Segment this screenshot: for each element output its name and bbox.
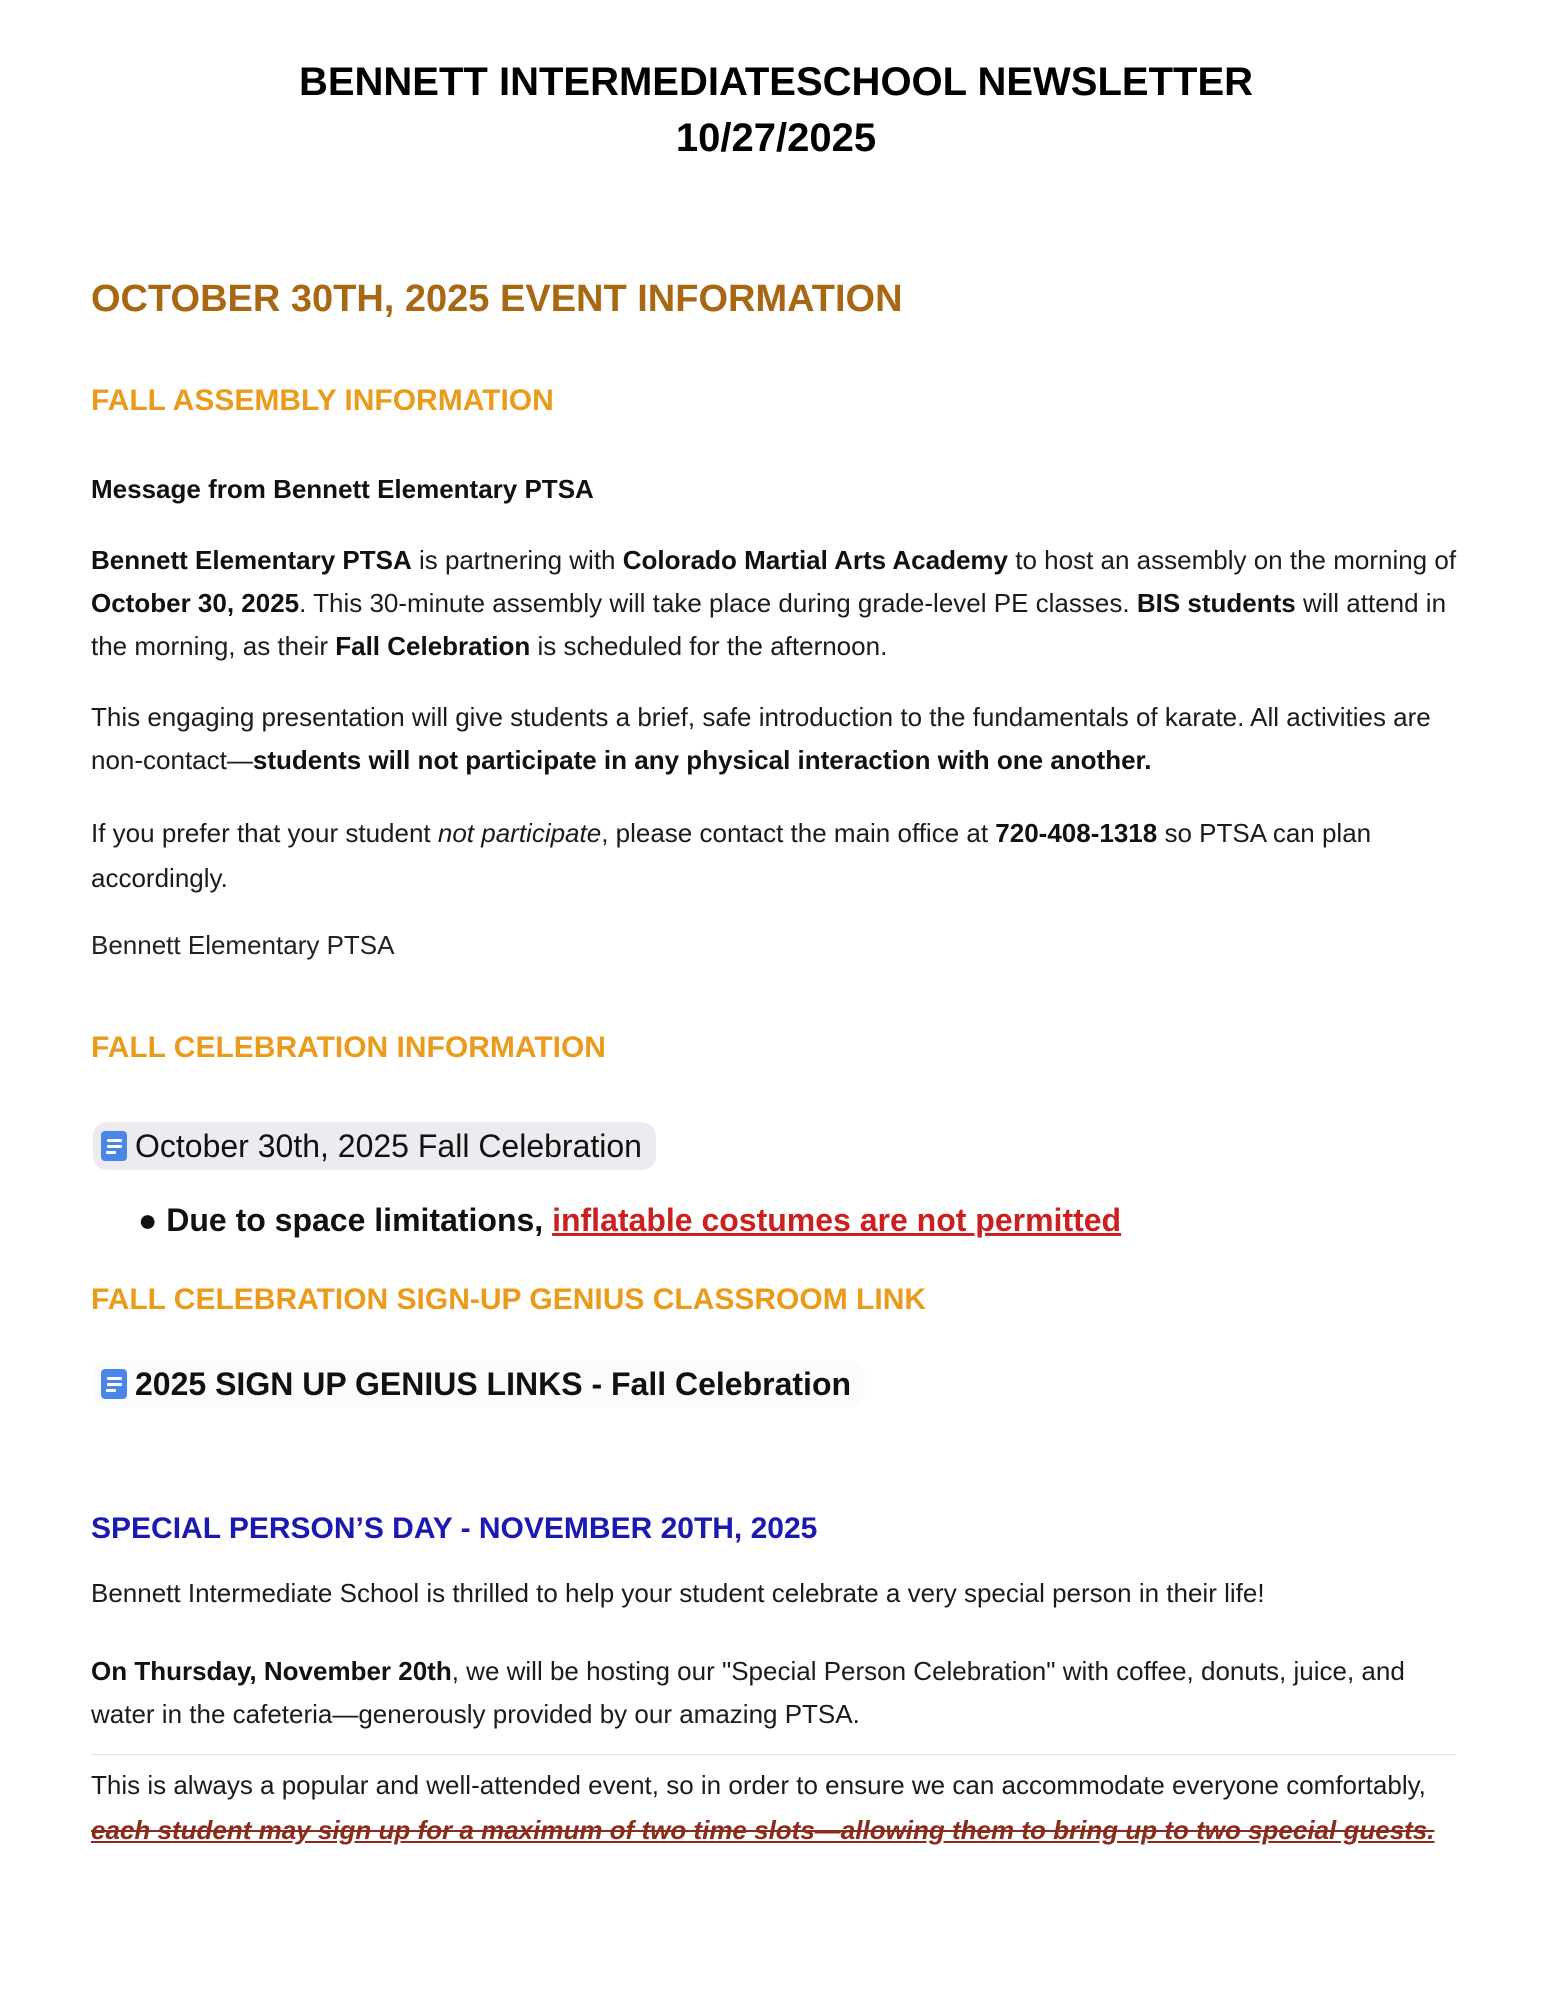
divider [91, 1754, 1456, 1755]
assembly-paragraph-1: Bennett Elementary PTSA is partnering with Colorado Martial Arts Academy to host an assembly on the morning of October 30, 2025. This 30-minute assembly will take place during grade-level PE classes. BIS students will attend in the morning, as their Fall Celebration is scheduled for the afternoon. [91, 545, 1457, 661]
newsletter-title [91, 54, 1461, 166]
assembly-paragraph-2: This engaging presentation will give students a brief, safe introduction to the fundamentals of karate. All activities are non-contact—students will not participate in any physical interaction with one another. [91, 702, 1431, 775]
assembly-paragraph-3: If you prefer that your student not participate, please contact the main office at 720-408-1318 so PTSA can plan accordingly. [91, 818, 1372, 893]
google-docs-icon [101, 1369, 127, 1399]
special-person-heading: SPECIAL PERSON’S DAY - NOVEMBER 20TH, 2025 [91, 1512, 818, 1545]
google-docs-icon [101, 1131, 127, 1161]
special-person-paragraph-1: Bennett Intermediate School is thrilled to help your student celebrate a very special person in their life! [91, 1578, 1265, 1608]
event-section-heading: OCTOBER 30TH, 2025 EVENT INFORMATION [91, 278, 903, 320]
signup-genius-doc-title: 2025 SIGN UP GENIUS LINKS - Fall Celebration [135, 1365, 852, 1402]
signup-heading: FALL CELEBRATION SIGN-UP GENIUS CLASSROOM LINK [91, 1283, 927, 1316]
fall-celebration-doc-title: October 30th, 2025 Fall Celebration [135, 1127, 642, 1164]
office-phone: 720-408-1318 [995, 818, 1158, 848]
costume-warning: inflatable costumes are not permitted [552, 1202, 1122, 1238]
signup-genius-doc-link[interactable] [93, 1360, 865, 1408]
fall-celebration-doc-link[interactable] [93, 1122, 656, 1170]
message-title: Message from Bennett Elementary PTSA [91, 474, 594, 504]
newsletter-title-line1: BENNETT INTERMEDIATESCHOOL NEWSLETTER [298, 60, 1254, 104]
bullet-icon: ● [138, 1202, 158, 1238]
assembly-date: October 30, 2025 [91, 588, 300, 618]
struck-signup-limit: each student may sign up for a maximum of two time slots—allowing them to bring up to two special guests. [91, 1815, 1435, 1845]
fall-celebration-heading: FALL CELEBRATION INFORMATION [91, 1031, 606, 1064]
costume-notice: ● Due to space limitations, inflatable costumes are not permitted [138, 1202, 1122, 1238]
fall-assembly-heading: FALL ASSEMBLY INFORMATION [91, 384, 554, 417]
ptsa-signature: Bennett Elementary PTSA [91, 930, 395, 960]
ptsa-name: Bennett Elementary PTSA [91, 545, 412, 575]
special-person-paragraph-2: On Thursday, November 20th, we will be hosting our "Special Person Celebration" with coffee, donuts, juice, and water in the cafeteria—generously provided by our amazing PTSA. [91, 1656, 1405, 1729]
newsletter-date: 10/27/2025 [675, 116, 877, 160]
special-person-paragraph-3: This is always a popular and well-attended event, so in order to ensure we can accommodate everyone comfortably, each student may sign up for a maximum of two time slots—allowing them to bring up to two special guests. [91, 1770, 1435, 1845]
partner-name: Colorado Martial Arts Academy [622, 545, 1009, 575]
